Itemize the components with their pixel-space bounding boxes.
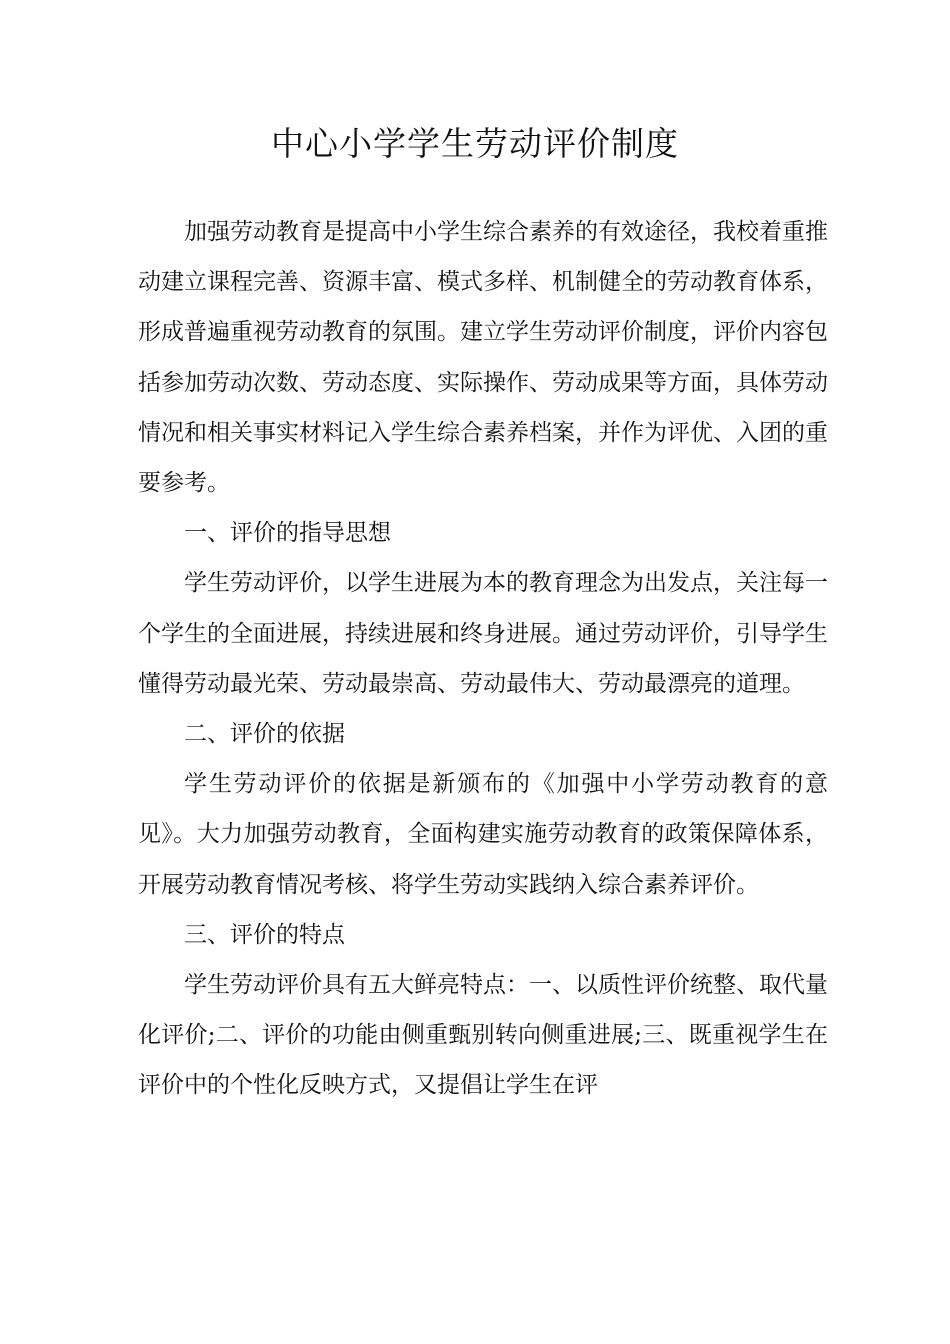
intro-paragraph: 加强劳动教育是提高中小学生综合素养的有效途径，我校着重推动建立课程完善、资源丰富、模式多样、机制健全的劳动教育体系，形成普遍重视劳动教育的氛围。建立学生劳动评价制度，评价内容包括参加劳动次数、劳动态度、实际操作、劳动成果等方面，具体劳动情况和相关事实材料记入学生综合素养档案，并作为评优、入团的重要参考。	[138, 219, 828, 497]
section-heading-basis: 二、评价的依据	[184, 721, 345, 748]
document-body	[138, 207, 828, 1111]
section-paragraph-features: 学生劳动评价具有五大鲜亮特点：一、以质性评价统整、取代量化评价;二、评价的功能由侧重甄别转向侧重进展;三、既重视学生在评价中的个性化反映方式，又提倡让学生在评	[138, 972, 828, 1099]
document-title: 中心小学学生劳动评价制度	[271, 124, 679, 163]
section-heading-features: 三、评价的特点	[184, 921, 345, 948]
section-paragraph-basis: 学生劳动评价的依据是新颁布的《加强中小学劳动教育的意见》。大力加强劳动教育，全面构建实施劳动教育的政策保障体系，开展劳动教育情况考核、将学生劳动实践纳入综合素养评价。	[138, 771, 828, 898]
section-paragraph-guiding-ideology: 学生劳动评价，以学生进展为本的教育理念为出发点，关注每一个学生的全面进展，持续进展和终身进展。通过劳动评价，引导学生懂得劳动最光荣、劳动最崇高、劳动最伟大、劳动最漂亮的道理。	[138, 570, 828, 697]
section-heading-guiding-ideology: 一、评价的指导思想	[184, 520, 391, 547]
